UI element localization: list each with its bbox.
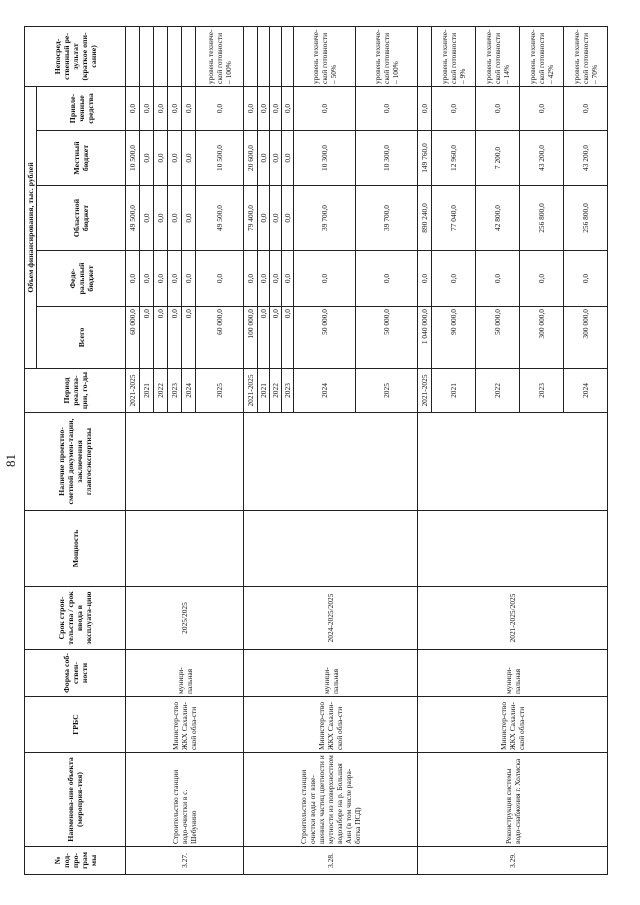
cell-result: уровень техниче-ской готовности – 100% [356,26,418,86]
cell-attracted: 0,0 [356,86,418,130]
cell-local: 149 760,0 [418,131,432,186]
cell-local: 0,0 [258,131,270,186]
header-term: Срок строи-тельства / срок ввода в эксплуата-цию [25,587,126,650]
cell-period: 2024 [294,369,356,413]
page-number: 81 [3,454,18,467]
cell-period: 2023 [520,369,564,413]
cell-attracted: 0,0 [476,86,520,130]
header-local: Местный бюджет [37,131,126,186]
cell-federal: 0,0 [282,251,294,307]
cell-total: 0,0 [154,307,168,369]
cell-local: 0,0 [168,131,182,186]
cell-federal: 0,0 [258,251,270,307]
cell-local: 10 300,0 [356,131,418,186]
cell-total: 0,0 [258,307,270,369]
cell-attracted: 0,0 [432,86,476,130]
cell-period: 2021-2025 [126,369,140,413]
row-term: 2021-2025/2025 [418,587,608,650]
row-grbs: Министер-ство ЖКХ Сахалин-ской обла-сти [244,697,418,753]
cell-result [244,26,258,86]
cell-period: 2022 [476,369,520,413]
row-grbs: Министер-ство ЖКХ Сахалин-ской обла-сти [418,697,608,753]
cell-local: 43 200,0 [564,131,608,186]
row-term: 2024-2025/2025 [244,587,418,650]
cell-attracted: 0,0 [282,86,294,130]
cell-total: 300 000,0 [520,307,564,369]
cell-local: 0,0 [140,131,154,186]
cell-local: 0,0 [282,131,294,186]
cell-total: 0,0 [168,307,182,369]
header-result: Непосред-ственный ре-зультат (краткое опи-сание) [25,26,126,86]
cell-local: 0,0 [182,131,196,186]
cell-regional: 77 040,0 [432,186,476,251]
cell-result: уровень техниче-ской готовности – 9% [432,26,476,86]
cell-federal: 0,0 [294,251,356,307]
cell-federal: 0,0 [168,251,182,307]
cell-federal: 0,0 [432,251,476,307]
row-num: 3.29. [418,847,608,875]
cell-federal: 0,0 [520,251,564,307]
cell-total: 0,0 [282,307,294,369]
cell-regional: 79 400,0 [244,186,258,251]
cell-result [140,26,154,86]
cell-federal: 0,0 [270,251,282,307]
cell-regional: 0,0 [168,186,182,251]
cell-attracted: 0,0 [126,86,140,130]
header-form: Форма соб-ствен-ности [25,650,126,697]
cell-federal: 0,0 [418,251,432,307]
cell-attracted: 0,0 [182,86,196,130]
cell-period: 2022 [270,369,282,413]
row-power [244,511,418,587]
cell-total: 50 000,0 [476,307,520,369]
row-grbs: Министер-ство ЖКХ Сахалин-ской обла-сти [126,697,244,753]
cell-regional: 42 800,0 [476,186,520,251]
cell-period: 2025 [196,369,244,413]
cell-result [270,26,282,86]
header-funding: Объем финансирования, тыс. рублей [25,86,37,368]
cell-total: 60 000,0 [126,307,140,369]
cell-attracted: 0,0 [258,86,270,130]
cell-federal: 0,0 [196,251,244,307]
cell-attracted: 0,0 [140,86,154,130]
cell-result: уровень техниче-ской готовности – 100% [196,26,244,86]
cell-local: 10 300,0 [294,131,356,186]
cell-attracted: 0,0 [168,86,182,130]
cell-result [126,26,140,86]
cell-result: уровень техниче-ской готовности – 14% [476,26,520,86]
row-num: 3.28. [244,847,418,875]
cell-result: уровень техниче-ской готовности – 50% [294,26,356,86]
cell-period: 2024 [182,369,196,413]
cell-local: 43 200,0 [520,131,564,186]
cell-local: 10 500,0 [126,131,140,186]
cell-total: 90 000,0 [432,307,476,369]
cell-regional: 49 500,0 [196,186,244,251]
cell-regional: 0,0 [140,186,154,251]
cell-period: 2024 [564,369,608,413]
cell-regional: 39 700,0 [356,186,418,251]
row-docs [244,413,418,511]
cell-federal: 0,0 [564,251,608,307]
cell-local: 7 200,0 [476,131,520,186]
cell-period: 2022 [154,369,168,413]
cell-federal: 0,0 [154,251,168,307]
cell-period: 2025 [356,369,418,413]
row-form: муници-пальная [418,650,608,697]
cell-federal: 0,0 [244,251,258,307]
table-row [126,26,140,874]
cell-period: 2021-2025 [244,369,258,413]
cell-result [168,26,182,86]
cell-federal: 0,0 [476,251,520,307]
header-attracted: Привле-ченные средства [37,86,126,130]
funding-table [24,26,608,875]
row-name: Строительство станции водо-очистки в с. Шебунино [126,753,244,847]
cell-attracted: 0,0 [196,86,244,130]
cell-total: 0,0 [182,307,196,369]
table-row [244,26,258,874]
cell-period: 2021 [258,369,270,413]
cell-regional: 39 700,0 [294,186,356,251]
cell-total: 50 000,0 [294,307,356,369]
cell-regional: 256 800,0 [520,186,564,251]
row-power [418,511,608,587]
cell-total: 0,0 [140,307,154,369]
cell-regional: 0,0 [282,186,294,251]
cell-result [418,26,432,86]
row-name: Строительство станции очистки воды от взве-шенных частиц цветности и мутности из поверхностном водозаборе на р. Большая Аин (в том числе разра-ботка ПСД) [244,753,418,847]
cell-regional: 0,0 [258,186,270,251]
cell-result [182,26,196,86]
cell-period: 2021-2025 [418,369,432,413]
cell-attracted: 0,0 [520,86,564,130]
cell-period: 2023 [282,369,294,413]
row-num: 3.27. [126,847,244,875]
row-docs [418,413,608,511]
cell-regional: 0,0 [270,186,282,251]
cell-total: 0,0 [270,307,282,369]
header-docs: Наличие проектно-сметной докумен-тации, заключения главгосэкспертизы [25,413,126,511]
cell-local: 20 600,0 [244,131,258,186]
header-grbs: ГРБС [25,697,126,753]
cell-total: 1 040 000,0 [418,307,432,369]
cell-result: уровень техниче-ской готовности – 70% [564,26,608,86]
cell-result: уровень техниче-ской готовности – 42% [520,26,564,86]
cell-regional: 49 500,0 [126,186,140,251]
header-period: Период реализа-ции, го-ды [25,369,126,413]
cell-attracted: 0,0 [270,86,282,130]
cell-total: 100 000,0 [244,307,258,369]
cell-federal: 0,0 [126,251,140,307]
cell-period: 2023 [168,369,182,413]
cell-federal: 0,0 [356,251,418,307]
cell-regional: 0,0 [182,186,196,251]
header-federal: Феде-ральный бюджет [37,251,126,307]
cell-local: 0,0 [270,131,282,186]
header-power: Мощность [25,511,126,587]
row-docs [126,413,244,511]
cell-regional: 890 240,0 [418,186,432,251]
cell-federal: 0,0 [182,251,196,307]
header-name: Наименова-ние объекта (мероприя-тия) [25,753,126,847]
header-num: № под-про-грам мы [25,847,126,875]
cell-attracted: 0,0 [244,86,258,130]
cell-local: 12 960,0 [432,131,476,186]
cell-total: 60 000,0 [196,307,244,369]
row-form: муници-пальная [126,650,244,697]
row-form: муници-пальная [244,650,418,697]
table-header [25,26,126,874]
cell-result [282,26,294,86]
cell-local: 10 500,0 [196,131,244,186]
cell-local: 0,0 [154,131,168,186]
cell-period: 2021 [432,369,476,413]
header-regional: Областной бюджет [37,186,126,251]
table-row [418,26,432,874]
cell-total: 300 000,0 [564,307,608,369]
row-power [126,511,244,587]
cell-federal: 0,0 [140,251,154,307]
table-body [126,26,608,874]
cell-result [258,26,270,86]
cell-attracted: 0,0 [154,86,168,130]
cell-period: 2021 [140,369,154,413]
header-total: Всего [37,307,126,369]
cell-result [154,26,168,86]
cell-attracted: 0,0 [294,86,356,130]
cell-total: 50 000,0 [356,307,418,369]
cell-attracted: 0,0 [564,86,608,130]
cell-regional: 0,0 [154,186,168,251]
row-term: 2025/2025 [126,587,244,650]
cell-attracted: 0,0 [418,86,432,130]
row-name: Реконструкция системы водо-снабжения г. Холмска [418,753,608,847]
cell-regional: 256 800,0 [564,186,608,251]
